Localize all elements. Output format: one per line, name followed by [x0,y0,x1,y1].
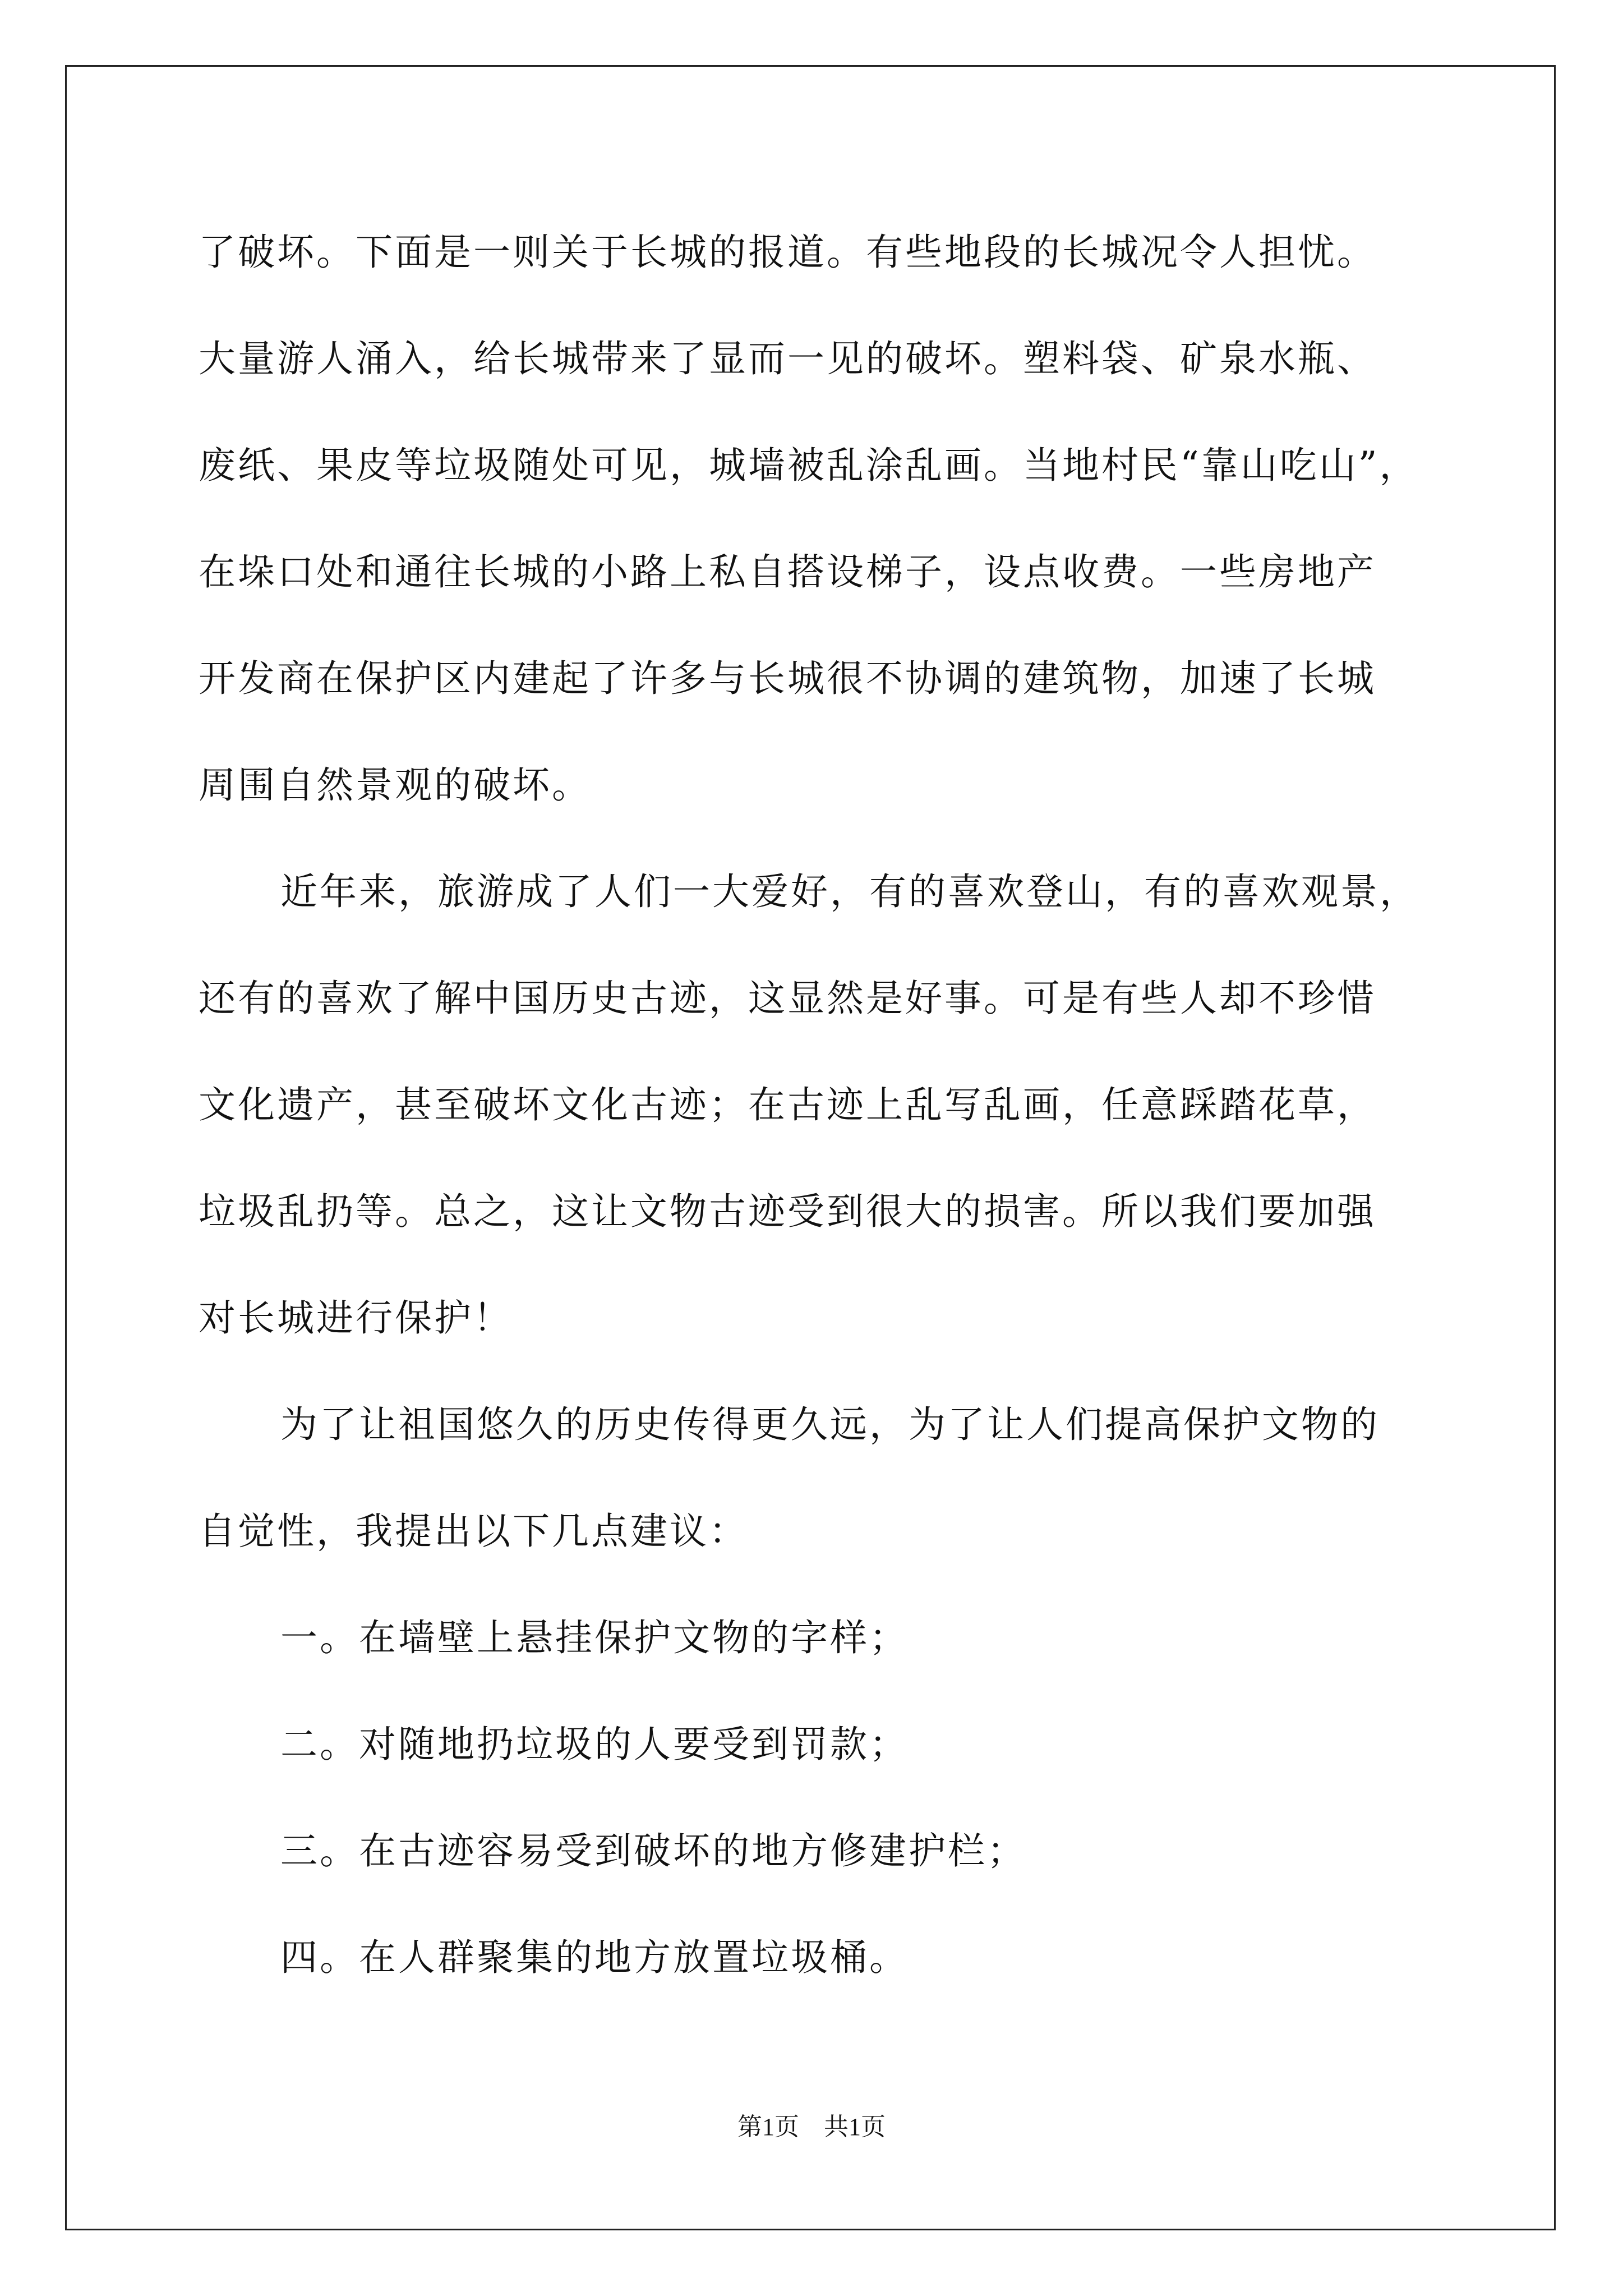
text-line: 文化遗产，甚至破坏文化古迹；在古迹上乱写乱画，任意踩踏花草， [199,1083,1376,1126]
document-body [199,199,1432,2011]
text-line: 了破坏。下面是一则关于长城的报道。有些地段的长城况令人担忧。 [199,231,1376,274]
suggestion-item: 二。对随地扔垃圾的人要受到罚款； [280,1723,909,1766]
page-total: 共1页 [824,2113,886,2141]
text-line: 废纸、果皮等垃圾随处可见，城墙被乱涂乱画。当地村民“靠山吃山”， [199,444,1419,487]
text-line: 为了让祖国悠久的历史传得更久远，为了让人们提高保护文物的 [280,1403,1380,1446]
text-line: 还有的喜欢了解中国历史古迹，这显然是好事。可是有些人却不珍惜 [199,977,1376,1020]
text-line: 在垛口处和通往长城的小路上私自搭设梯子，设点收费。一些房地产 [199,550,1376,593]
text-line: 对长城进行保护！ [199,1296,513,1340]
text-line: 周围自然景观的破坏。 [199,763,591,807]
text-line: 大量游人涌入，给长城带来了显而一见的破坏。塑料袋、矿泉水瓶、 [199,337,1376,380]
text-line: 垃圾乱扔等。总之，这让文物古迹受到很大的损害。所以我们要加强 [199,1190,1376,1233]
text-line: 近年来，旅游成了人们一大爱好，有的喜欢登山，有的喜欢观景， [280,870,1419,913]
page-number: 第1页 [737,2113,799,2141]
suggestion-item: 一。在墙壁上悬挂保护文物的字样； [280,1616,909,1659]
text-line: 自觉性，我提出以下几点建议： [199,1510,748,1553]
text-line: 开发商在保护区内建起了许多与长城很不协调的建筑物，加速了长城 [199,657,1376,700]
suggestion-item: 四。在人群聚集的地方放置垃圾桶。 [280,1936,909,1979]
page-footer [0,2110,1623,2144]
suggestion-item: 三。在古迹容易受到破坏的地方修建护栏； [280,1829,1026,1872]
